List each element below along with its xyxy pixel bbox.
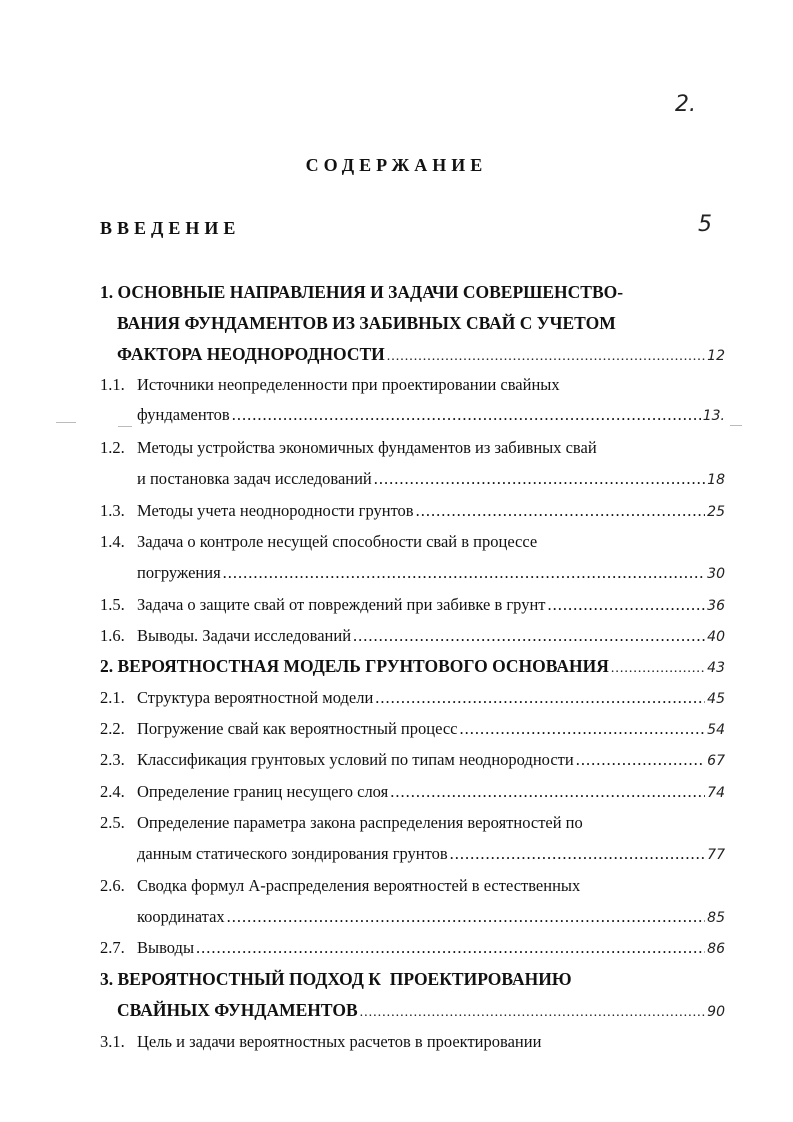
toc-item-2-1: 2.1. Структура вероятностной модели ..... 45 — [0, 688, 725, 712]
toc-item-2-2: 2.2. Погружение свай как вероятностный процесс ..... 54 — [0, 719, 725, 743]
toc-page-number: 45 — [707, 691, 725, 707]
toc-item-2-5-line2: данным статического зондирования грунтов ..... 77 — [137, 844, 725, 864]
toc-page-number: 30 — [707, 566, 725, 582]
toc-chapter-1-line3: ФАКТОРА НЕОДНОРОДНОСТИ ..... 12 — [117, 344, 725, 365]
toc-item-1-4-line2: погружения ..... 30 — [137, 563, 725, 583]
page-title: СОДЕРЖАНИЕ — [305, 155, 488, 175]
toc-page-number: 74 — [707, 785, 725, 801]
toc-item-1-6: 1.6. Выводы. Задачи исследований ..... 40 — [0, 626, 725, 650]
toc-item-1-3: 1.3. Методы учета неоднородности грунтов ..... 25 — [0, 501, 725, 525]
page-number: 2. — [675, 92, 696, 117]
toc-page-number: 43 — [707, 660, 725, 676]
scan-speck — [56, 422, 76, 423]
toc-page-number: 77 — [707, 847, 725, 863]
scan-speck — [730, 425, 742, 426]
toc-page-number: 13. — [702, 408, 725, 424]
toc-item-1-1-line2: фундаментов ..... 13. — [137, 405, 725, 425]
toc-item-2-7: 2.7. Выводы ..... 86 — [0, 938, 725, 962]
toc-page-number: 36 — [707, 598, 725, 614]
toc-chapter-2: 2. ВЕРОЯТНОСТНАЯ МОДЕЛЬ ГРУНТОВОГО ОСНОВАНИЯ ..... 43 — [100, 656, 725, 677]
toc-item-2-3: 2.3. Классификация грунтовых условий по типам неоднородности ..... 67 — [0, 750, 725, 774]
toc-item-1-2-line2: и постановка задач исследований ..... 18 — [137, 469, 725, 489]
toc-item-2-6-line2: координатах ..... 85 — [137, 907, 725, 927]
toc-page-number: 25 — [707, 504, 725, 520]
toc-page-number: 54 — [707, 722, 725, 738]
toc-page-number: 40 — [707, 629, 725, 645]
toc-page-number: 90 — [707, 1004, 725, 1020]
toc-page-number: 12 — [707, 348, 725, 364]
toc-page-number: 85 — [707, 910, 725, 926]
toc-chapter-3-line2: СВАЙНЫХ ФУНДАМЕНТОВ ..... 90 — [117, 1000, 725, 1021]
toc-item-1-5: 1.5. Задача о защите свай от повреждений при забивке в грунт ..... 36 — [0, 595, 725, 619]
toc-item-2-4: 2.4. Определение границ несущего слоя ..... 74 — [0, 782, 725, 806]
scan-speck — [118, 426, 132, 427]
toc-page-number: 86 — [707, 941, 725, 957]
intro-label: ВВЕДЕНИЕ — [100, 218, 241, 238]
toc-page-number: 18 — [707, 472, 725, 488]
intro-page: 5 — [698, 212, 712, 237]
toc-page-number: 67 — [707, 753, 725, 769]
